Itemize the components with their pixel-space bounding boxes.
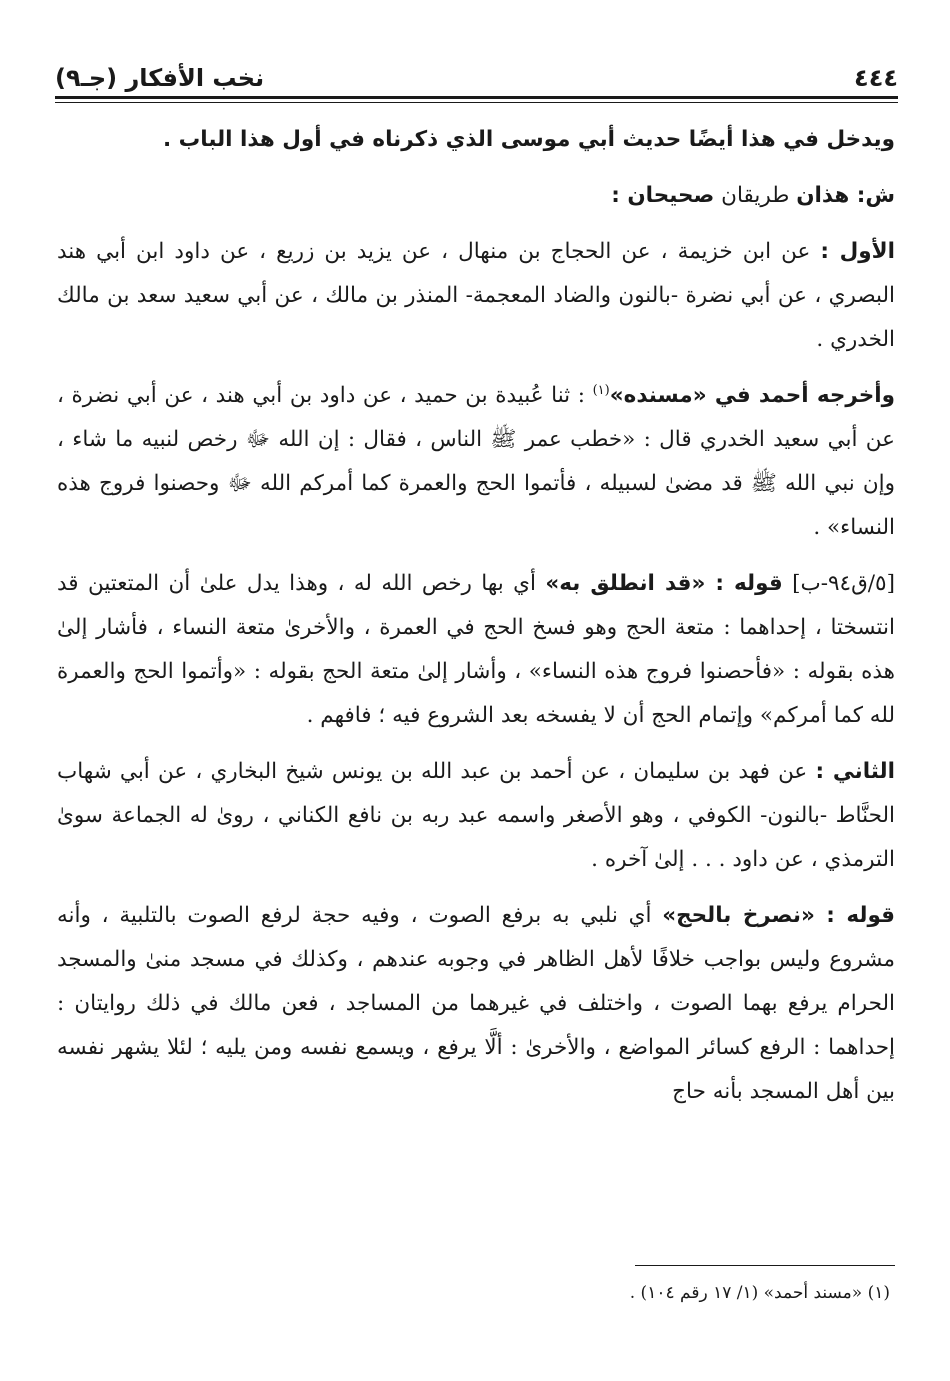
paragraph — [57, 230, 895, 362]
paragraph-text: : ثنا عُبيدة بن حميد ، عن داود بن أبي هند ، عن أبي نضرة ، عن أبي سعيد الخدري قال : «خطب عمر ﷺ الناس ، فقال : إن الله ﷻ رخص لنبيه ما شاء ، وإن نبي الله ﷺ قد مضىٰ لسبيله ، فأتموا الحج والعمرة كما أمركم الله ﷻ وحصنوا فروج هذه النساء» . — [57, 383, 895, 540]
paragraph-text: عن فهد بن سليمان ، عن أحمد بن عبد الله بن يونس شيخ البخاري ، عن أبي شهاب الحنَّاط -بالنون- الكوفي ، وهو الأصغر واسمه عبد ربه بن نافع الكناني ، روىٰ له الجماعة سوىٰ الترمذي ، عن داود . . . إلىٰ آخره . — [57, 759, 895, 872]
paragraph-lead: الثاني : — [815, 759, 895, 784]
paragraph-lead: قوله : «نصرخ بالحج» — [662, 903, 895, 928]
paragraph-lead: وأخرجه أحمد في «مسنده» — [609, 383, 895, 408]
paragraph-text: ويدخل في هذا أيضًا حديث أبي موسى الذي ذكرناه في أول هذا الباب . — [163, 127, 895, 152]
paragraph-lead: ش: هذان — [796, 183, 895, 208]
page-body — [57, 118, 895, 1126]
paragraph — [57, 750, 895, 882]
paragraph — [57, 374, 895, 550]
paragraph-text: أي بها رخص الله له ، وهذا يدل علىٰ أن المتعتين قد انتسختا ، إحداهما : متعة الحج وهو فسخ الحج في العمرة ، والأخرىٰ متعة النساء ، فأشار إلىٰ هذه بقوله : «فأحصنوا فروج هذه النساء» ، وأشار إلىٰ متعة الحج بقوله : «وأتموا الحج والعمرة لله كما أمركم» وإتمام الحج أن لا يفسخه بعد الشروع فيه ؛ فافهم . — [57, 571, 895, 728]
paragraph-text: عن ابن خزيمة ، عن الحجاج بن منهال ، عن يزيد بن زريع ، عن داود ابن أبي هند البصري ، عن أبي نضرة -بالنون والضاد المعجمة- المنذر بن مالك ، عن أبي سعيد سعد بن مالك الخدري . — [57, 239, 895, 352]
footnote-reference[interactable]: (١) — [592, 382, 610, 398]
paragraph-lead: قوله : «قد انطلق به» — [545, 571, 783, 596]
paragraph-text: طريقان — [721, 183, 790, 208]
paragraph — [57, 174, 895, 218]
footnote-rule — [635, 1265, 895, 1266]
book-title: نخب الأفكار (جـ٩) — [55, 64, 265, 92]
paragraph-lead: الأول : — [820, 239, 896, 264]
footnote-text: (١) «مسند أحمد» (١/ ١٧ رقم ١٠٤) . — [629, 1283, 890, 1303]
header-rule-thin — [55, 102, 898, 103]
paragraph-text: صحيحان : — [611, 183, 715, 208]
page-number: ٤٤٤ — [854, 64, 898, 92]
header-rule-thick — [55, 96, 898, 99]
paragraph — [57, 118, 895, 162]
paragraph — [57, 894, 895, 1114]
paragraph-text: أي نلبي به برفع الصوت ، وفيه حجة لرفع الصوت بالتلبية ، وأنه مشروع وليس بواجب خلافًا لأهل الظاهر في وجوبه عندهم ، وكذلك في مسجد منىٰ والمسجد الحرام يرفع بهما الصوت ، واختلف في غيرهما من المساجد ، فعن مالك في ذلك روايتان : إحداهما : الرفع كسائر المواضع ، والأخرىٰ : ألَّا يرفع ، ويسمع نفسه ومن يليه ؛ لئلا يشهر نفسه بين أهل المسجد بأنه حاج — [57, 903, 895, 1104]
footnote — [55, 1278, 890, 1308]
paragraph — [57, 562, 895, 738]
page-header — [55, 48, 898, 92]
manuscript-reference: [٥/ق٩٤-ب] — [792, 571, 895, 596]
